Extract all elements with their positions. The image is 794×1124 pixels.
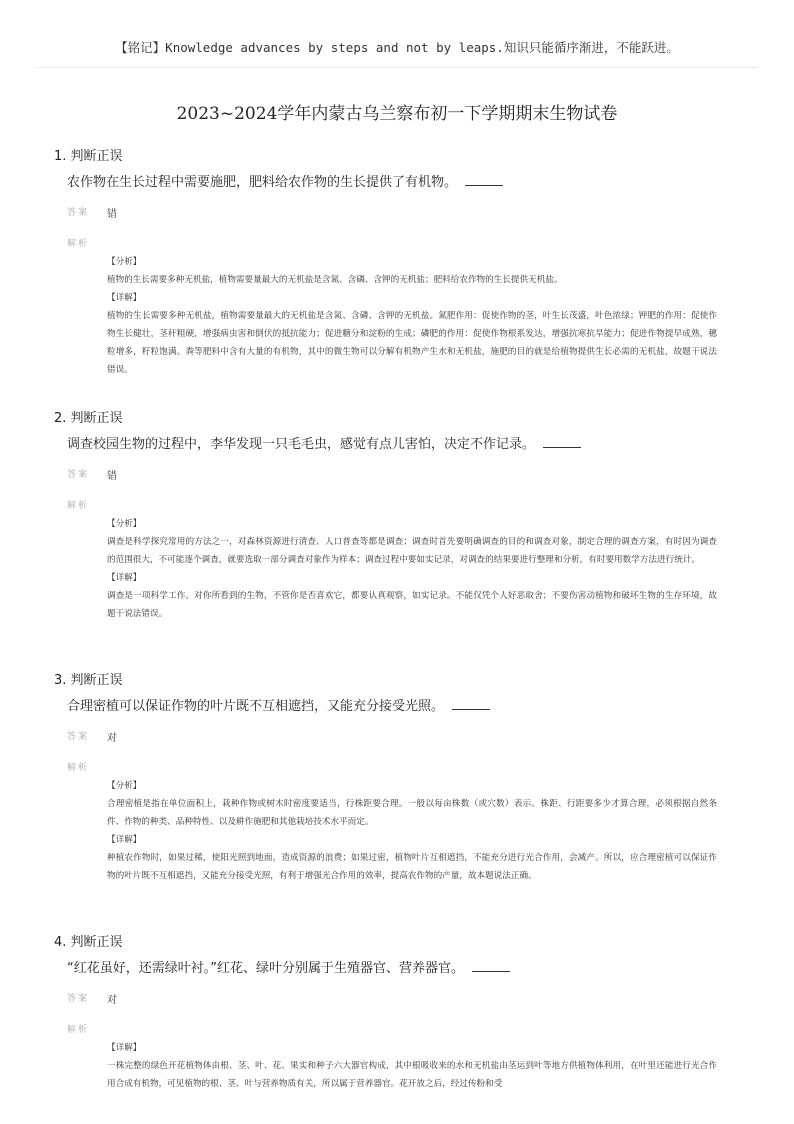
question-stem-text: 调查校园生物的过程中，李华发现一只毛毛虫，感觉有点儿害怕，决定不作记录。	[67, 437, 536, 452]
answer-value: 错	[107, 471, 117, 482]
explanation-label: 解析	[67, 501, 90, 511]
detail-tag: 【详解】	[107, 293, 142, 303]
question-stem	[67, 433, 742, 452]
answer-row	[67, 467, 742, 482]
detail-text: 种植农作物时，如果过稀，使阳光照到地面，造成资源的浪费；如果过密，植物叶片互相遮挡，不能充分进行光合作用，会减产。所以，应合理密植可以保证作物的叶片既不互相遮挡，又能充分接受光照，有利于增强光合作用的效率，提高农作物的产量，故本题说法正确。	[107, 853, 717, 881]
answer-blank	[452, 699, 490, 710]
motto-header: 【铭记】Knowledge advances by steps and not by leaps.知识只能循序渐进，不能跃进。	[115, 40, 679, 55]
answer-blank	[472, 961, 510, 972]
question-number: 2. 判断正误	[54, 411, 123, 426]
explanation-body	[107, 515, 717, 623]
analysis-tag: 【分析】	[107, 257, 142, 267]
answer-value: 对	[107, 733, 117, 744]
detail-tag: 【详解】	[107, 1043, 142, 1053]
question-number: 3. 判断正误	[54, 673, 123, 688]
answer-value: 对	[107, 995, 117, 1006]
answer-value: 错	[107, 209, 117, 220]
answer-row	[67, 729, 742, 744]
answer-label: 答案	[67, 994, 90, 1004]
question-2	[52, 407, 742, 623]
header-divider	[36, 67, 758, 68]
answer-label: 答案	[67, 470, 90, 480]
answer-row	[67, 205, 742, 220]
explanation-label: 解析	[67, 763, 90, 773]
question-4	[52, 931, 742, 1093]
question-1	[52, 145, 742, 379]
question-stem-text: “红花虽好，还需绿叶衬。”红花、绿叶分别属于生殖器官、营养器官。	[67, 961, 464, 976]
analysis-tag: 【分析】	[107, 781, 142, 791]
analysis-tag: 【分析】	[107, 519, 142, 529]
analysis-text: 植物的生长需要多种无机盐，植物需要量最大的无机盐是含氮、含磷、含钾的无机盐；肥料给农作物的生长提供无机盐。	[107, 275, 563, 285]
analysis-text: 调查是科学探究常用的方法之一，对森林资源进行清查、人口普查等都是调查；调查时首先要明确调查的目的和调查对象，制定合理的调查方案，有时因为调查的范围很大，不可能逐个调查，就要选取一部分调查对象作为样本；调查过程中要如实记录，对调查的结果要进行整理和分析，有时要用数学方法进行统计。	[107, 537, 717, 565]
question-3	[52, 669, 742, 885]
detail-tag: 【详解】	[107, 573, 142, 583]
explanation-body	[107, 1039, 717, 1093]
question-stem	[67, 171, 742, 190]
page-title: 2023~2024学年内蒙古乌兰察布初一下学期期末生物试卷	[176, 104, 618, 124]
answer-blank	[465, 175, 503, 186]
explanation-body	[107, 777, 717, 885]
detail-text: 调查是一项科学工作。对你所看到的生物，不管你是否喜欢它，都要认真观察，如实记录。不能仅凭个人好恶取舍；不要伤害动植物和破坏生物的生存环境，故题干说法错误。	[107, 591, 717, 619]
detail-text: 植物的生长需要多种无机盐，植物需要量最大的无机盐是含氮、含磷、含钾的无机盐。氮肥作用：促使作物的茎，叶生长茂盛，叶色浓绿；钾肥的作用：促使作物生长健壮，茎秆粗硬，增强病虫害和倒伏的抵抗能力；促进糖分和淀粉的生成；磷肥的作用：促使作物根系发达，增强抗寒抗旱能力；促进作物提早成熟，穗粒增多，籽粒饱满。粪等肥料中含有大量的有机物，其中的微生物可以分解有机物产生水和无机盐，施肥的目的就是给植物提供生长必需的无机盐，故题干说法错误。	[107, 311, 717, 375]
explanation-label: 解析	[67, 1025, 90, 1035]
detail-tag: 【详解】	[107, 835, 142, 845]
analysis-text: 合理密植是指在单位面积上，栽种作物或树木时密度要适当，行株距要合理。一般以每亩株数（或穴数）表示。株距、行距要多少才算合理，必须根据自然条件、作物的种类、品种特性、以及耕作施肥和其他栽培技术水平而定。	[107, 799, 717, 827]
explanation-body	[107, 253, 717, 379]
question-stem	[67, 957, 742, 976]
answer-label: 答案	[67, 208, 90, 218]
answer-label: 答案	[67, 732, 90, 742]
answer-blank	[543, 437, 581, 448]
question-number: 1. 判断正误	[54, 149, 123, 164]
explanation-label: 解析	[67, 239, 90, 249]
question-number: 4. 判断正误	[54, 935, 123, 950]
answer-row	[67, 991, 742, 1006]
question-stem-text: 合理密植可以保证作物的叶片既不互相遮挡，又能充分接受光照。	[67, 699, 445, 714]
question-stem-text: 农作物在生长过程中需要施肥，肥料给农作物的生长提供了有机物。	[67, 175, 458, 190]
detail-text: 一株完整的绿色开花植物体由根、茎、叶、花、果实和种子六大器官构成，其中根吸收来的水和无机盐由茎运到叶等地方供植物体利用，在叶里还能进行光合作用合成有机物，可见植物的根、茎、叶与营养物质有关，所以属于营养器官。花开放之后，经过传粉和受	[107, 1061, 717, 1089]
question-stem	[67, 695, 742, 714]
